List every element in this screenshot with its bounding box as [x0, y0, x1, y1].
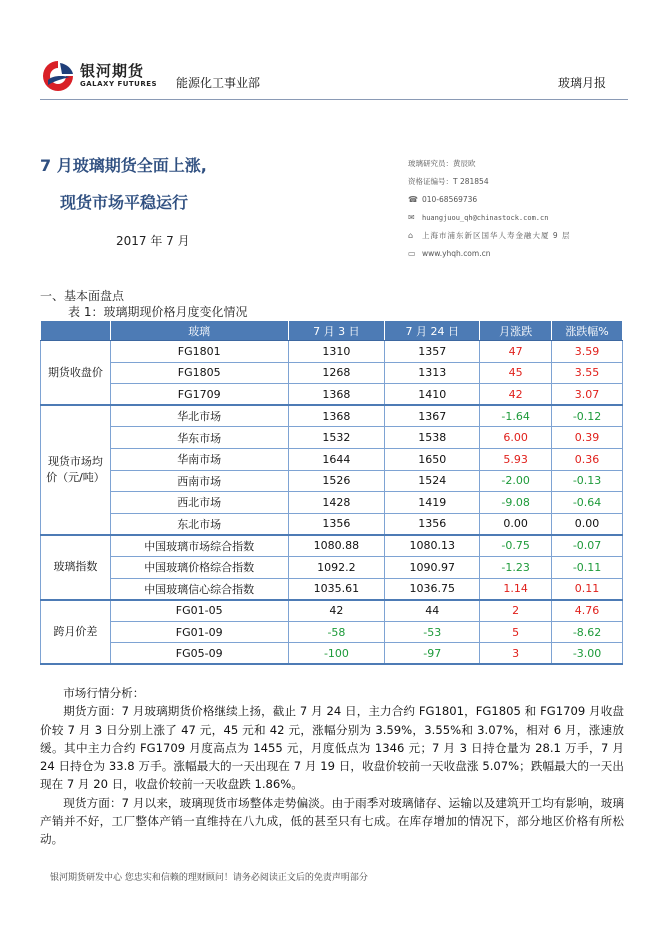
report-title-line1: 7 月玻璃期货全面上涨,: [40, 156, 207, 175]
cell-change: 1.14: [480, 578, 552, 600]
group-label: 跨月价差: [41, 600, 111, 665]
email-row: [408, 209, 571, 227]
cell-jul24: 1650: [385, 448, 480, 470]
row-item: FG1801: [110, 341, 288, 363]
phone-icon: ☎: [408, 195, 418, 204]
row-item: 中国玻璃信心综合指数: [110, 578, 288, 600]
cell-change: 5.93: [480, 448, 552, 470]
row-item: 华北市场: [110, 405, 288, 427]
address-icon: ⌂: [408, 231, 414, 240]
cell-change: -9.08: [480, 492, 552, 514]
cell-jul24: 1036.75: [385, 578, 480, 600]
website-icon: ▭: [408, 249, 416, 258]
cell-change: 45: [480, 362, 552, 384]
cell-jul24: 1356: [385, 513, 480, 535]
cell-jul3: 1644: [288, 448, 385, 470]
group-label: 玻璃指数: [41, 535, 111, 600]
researcher-row: [408, 155, 571, 173]
table-row: [41, 556, 623, 578]
cell-change: 42: [480, 384, 552, 406]
row-item: 华东市场: [110, 427, 288, 449]
cell-pct: -0.12: [552, 405, 623, 427]
futures-paragraph: 期货方面：7 月玻璃期货价格继续上扬，截止 7 月 24 日，主力合约 FG1801，FG1805 和 FG1709 月收盘价较 7 月 3 日分别上涨了 47 元，45 元和 42 元，涨幅分别为 3.59%，3.55%和 3.07%，相对 6 月，涨速放缓。其中主力合约 FG1709 月度高点为 1455 元，月度低点为 1346 元；7 月 3 日持仓量为 28.1 万手，7 月 24 日持仓为 33.8 万手。涨幅最大的一天出现在 7 月 19 日，收盘价较前一天收盘涨 5.07%；跌幅最大的一天出现在 7 月 20 日，收盘价较前一天收盘跌 1.86%。: [40, 704, 624, 792]
group-label-line2: 价（元/吨）: [46, 471, 105, 485]
cell-jul24: 1367: [385, 405, 480, 427]
email[interactable]: huangjuou_qh@chinastock.com.cn: [422, 214, 549, 222]
table-row: [41, 405, 623, 427]
phone-row: [408, 191, 571, 209]
table-row: [41, 621, 623, 643]
cell-pct: 3.59: [552, 341, 623, 363]
cell-change: 6.00: [480, 427, 552, 449]
table-body: [41, 341, 623, 665]
cell-change: 0.00: [480, 513, 552, 535]
cell-jul3: 1526: [288, 470, 385, 492]
department: 能源化工事业部: [176, 76, 261, 90]
table-row: [41, 513, 623, 535]
cell-jul3: 1092.2: [288, 556, 385, 578]
cell-change: 5: [480, 621, 552, 643]
cell-jul3: 1368: [288, 405, 385, 427]
cell-change: -1.64: [480, 405, 552, 427]
page-footer: 银河期货研发中心 您忠实和信赖的理财顾问！请务必阅读正文后的免责声明部分: [50, 873, 368, 883]
cell-jul24: 44: [385, 600, 480, 622]
cell-jul24: 1357: [385, 341, 480, 363]
license: 资格证编号：T 281854: [408, 177, 489, 186]
license-row: [408, 173, 571, 191]
row-item: FG05-09: [110, 643, 288, 665]
report-date: 2017 年 7 月: [116, 234, 190, 248]
row-item: 中国玻璃价格综合指数: [110, 556, 288, 578]
email-icon: ✉: [408, 213, 415, 222]
table-row: [41, 362, 623, 384]
cell-pct: 0.11: [552, 578, 623, 600]
cell-pct: 0.00: [552, 513, 623, 535]
cell-jul24: 1090.97: [385, 556, 480, 578]
row-item: 西北市场: [110, 492, 288, 514]
table-caption: 表 1：玻璃期现价格月度变化情况: [68, 305, 248, 319]
cell-pct: 3.07: [552, 384, 623, 406]
cell-jul24: 1410: [385, 384, 480, 406]
report-title-line2: 现货市场平稳运行: [60, 193, 189, 212]
address: 上海市浦东新区国华人寿金融大厦 9 层: [422, 231, 571, 240]
table-row: [41, 427, 623, 449]
table-row: [41, 448, 623, 470]
table-row: [41, 578, 623, 600]
table-row: [41, 535, 623, 557]
table-header-row: [41, 321, 623, 341]
address-row: [408, 227, 571, 245]
section-title: 一、基本面盘点: [40, 289, 125, 303]
phone: 010-68569736: [422, 195, 478, 204]
cell-jul24: 1538: [385, 427, 480, 449]
cell-pct: -0.07: [552, 535, 623, 557]
cell-pct: -0.13: [552, 470, 623, 492]
cell-pct: -0.64: [552, 492, 623, 514]
logo-en: GALAXY FUTURES: [80, 80, 158, 88]
cell-jul3: 1310: [288, 341, 385, 363]
galaxy-logo-icon: [40, 58, 76, 94]
cell-jul3: 1532: [288, 427, 385, 449]
report-type: 玻璃月报: [557, 76, 606, 90]
table-row: [41, 341, 623, 363]
table-row: [41, 643, 623, 665]
header-col: 涨跌幅%: [552, 321, 623, 341]
group-label: [41, 405, 111, 535]
website-row: [408, 245, 571, 263]
website[interactable]: www.yhqh.com.cn: [422, 249, 491, 258]
cell-change: 2: [480, 600, 552, 622]
row-item: 中国玻璃市场综合指数: [110, 535, 288, 557]
header-divider: [40, 99, 628, 100]
contact-block: [408, 155, 571, 263]
spot-paragraph: 现货方面：7 月以来，玻璃现货市场整体走势偏淡。由于雨季对玻璃储存、运输以及建筑开工均有影响，玻璃产销并不好，工厂整体产销一直维持在八九成，低的甚至只有七成。在库存增加的情况下，部分地区价格有所松动。: [40, 795, 624, 847]
cell-pct: 0.36: [552, 448, 623, 470]
row-item: 华南市场: [110, 448, 288, 470]
header-col: 7 月 24 日: [385, 321, 480, 341]
cell-jul24: 1419: [385, 492, 480, 514]
row-item: FG1709: [110, 384, 288, 406]
header-col: 玻璃: [110, 321, 288, 341]
logo-cn: 银河期货: [80, 62, 145, 80]
analysis-section: [40, 684, 624, 849]
header-blank: [41, 321, 111, 341]
row-item: FG1805: [110, 362, 288, 384]
row-item: FG01-09: [110, 621, 288, 643]
table-row: [41, 384, 623, 406]
cell-change: 47: [480, 341, 552, 363]
row-item: 西南市场: [110, 470, 288, 492]
cell-pct: 4.76: [552, 600, 623, 622]
cell-pct: -0.11: [552, 556, 623, 578]
table-row: [41, 470, 623, 492]
cell-jul3: 1356: [288, 513, 385, 535]
group-label-line1: 现货市场均: [47, 455, 103, 469]
table-row: [41, 600, 623, 622]
cell-jul3: 1428: [288, 492, 385, 514]
cell-jul24: 1080.13: [385, 535, 480, 557]
row-item: FG01-05: [110, 600, 288, 622]
cell-jul3: 1268: [288, 362, 385, 384]
cell-jul24: -53: [385, 621, 480, 643]
cell-jul24: 1313: [385, 362, 480, 384]
cell-jul3: 1368: [288, 384, 385, 406]
cell-jul3: -100: [288, 643, 385, 665]
header-col: 7 月 3 日: [288, 321, 385, 341]
cell-pct: -3.00: [552, 643, 623, 665]
cell-pct: 3.55: [552, 362, 623, 384]
researcher: 玻璃研究员：黄辰欧: [408, 159, 476, 168]
cell-jul3: 42: [288, 600, 385, 622]
cell-change: -0.75: [480, 535, 552, 557]
page-header: [40, 52, 628, 98]
row-item: 东北市场: [110, 513, 288, 535]
group-label: 期货收盘价: [41, 341, 111, 406]
cell-pct: -8.62: [552, 621, 623, 643]
cell-jul3: 1035.61: [288, 578, 385, 600]
cell-pct: 0.39: [552, 427, 623, 449]
cell-change: 3: [480, 643, 552, 665]
cell-jul3: 1080.88: [288, 535, 385, 557]
analysis-heading: 市场行情分析：: [63, 686, 145, 700]
cell-jul3: -58: [288, 621, 385, 643]
cell-change: -1.23: [480, 556, 552, 578]
cell-jul24: 1524: [385, 470, 480, 492]
header-col: 月涨跌: [480, 321, 552, 341]
table-row: [41, 492, 623, 514]
cell-change: -2.00: [480, 470, 552, 492]
price-table: [40, 320, 623, 665]
cell-jul24: -97: [385, 643, 480, 665]
